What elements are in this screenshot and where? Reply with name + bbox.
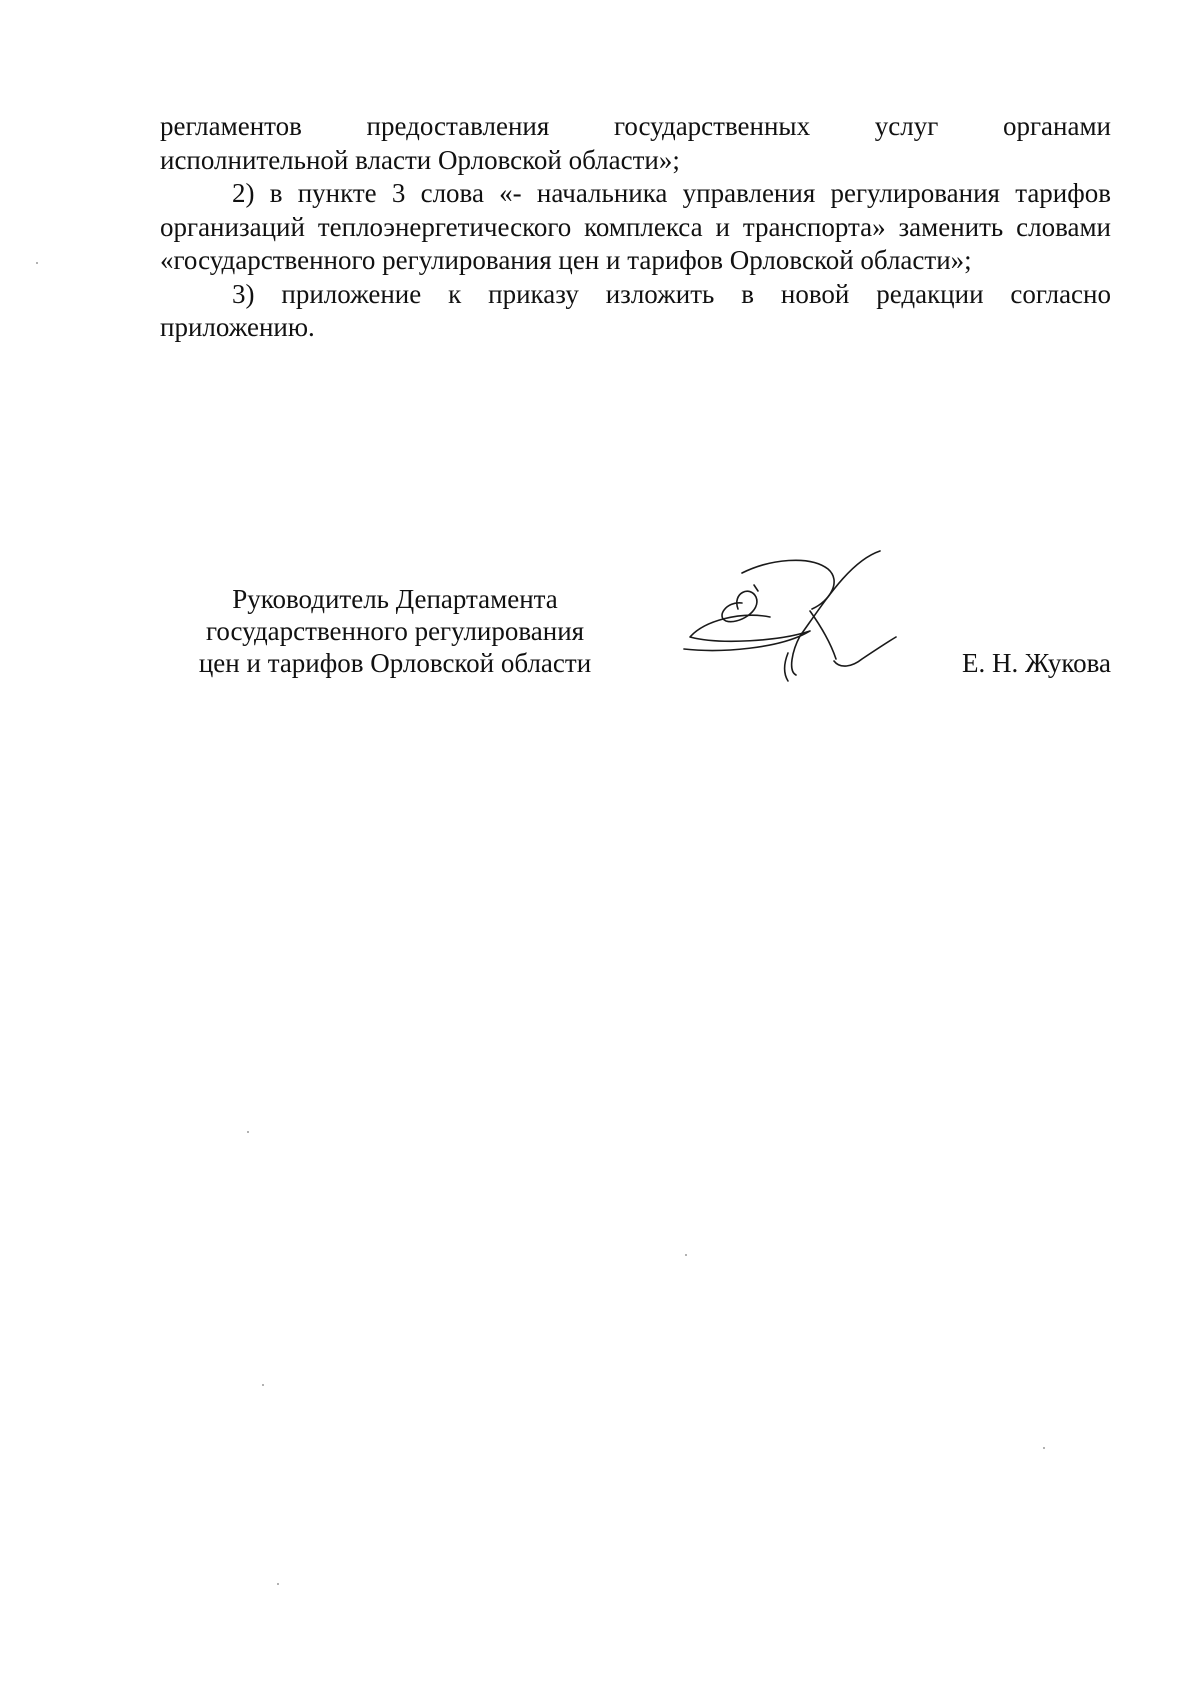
paragraph-item-2: 2) в пункте 3 слова «- начальника управления регулирования тарифов организаций теплоэнергетического комплекса и транспорта» заменить словами «государственного регулирования цен и тарифов Орловской области»;	[160, 178, 1111, 275]
signer-position	[175, 583, 615, 679]
scan-speck	[262, 1384, 264, 1386]
signer-position-line-3: цен и тарифов Орловской области	[198, 648, 592, 678]
signature-stroke-loop	[722, 591, 757, 621]
paragraph-continuation-line-2: исполнительной власти Орловской области»;	[160, 144, 680, 175]
signature-stroke-top-arc	[742, 560, 834, 609]
scan-speck	[685, 1254, 687, 1256]
signer-position-line-2: государственного регулирования	[205, 616, 585, 646]
handwritten-signature	[680, 541, 900, 691]
scan-speck	[277, 1583, 279, 1585]
signature-stroke-left-hook	[810, 611, 836, 659]
signature-stroke-underline	[684, 615, 810, 650]
paragraph-item-3: 3) приложение к приказу изложить в новой редакции согласно приложению.	[160, 278, 1111, 342]
scan-speck	[1043, 1447, 1045, 1449]
document-body	[160, 110, 1111, 345]
signature-stroke-tail	[834, 637, 896, 666]
signer-name: Е. Н. Жукова	[962, 648, 1111, 678]
signer-position-line-1: Руководитель Департамента	[232, 584, 558, 614]
scan-speck	[247, 1131, 249, 1133]
signature-stroke-small-tick	[754, 585, 758, 591]
signature-block	[160, 583, 1111, 693]
paragraph-continuation-line-1: регламентов предоставления государственных услуг органами	[160, 111, 1111, 141]
signature-stroke-descender	[785, 653, 788, 681]
scan-speck	[36, 262, 38, 264]
